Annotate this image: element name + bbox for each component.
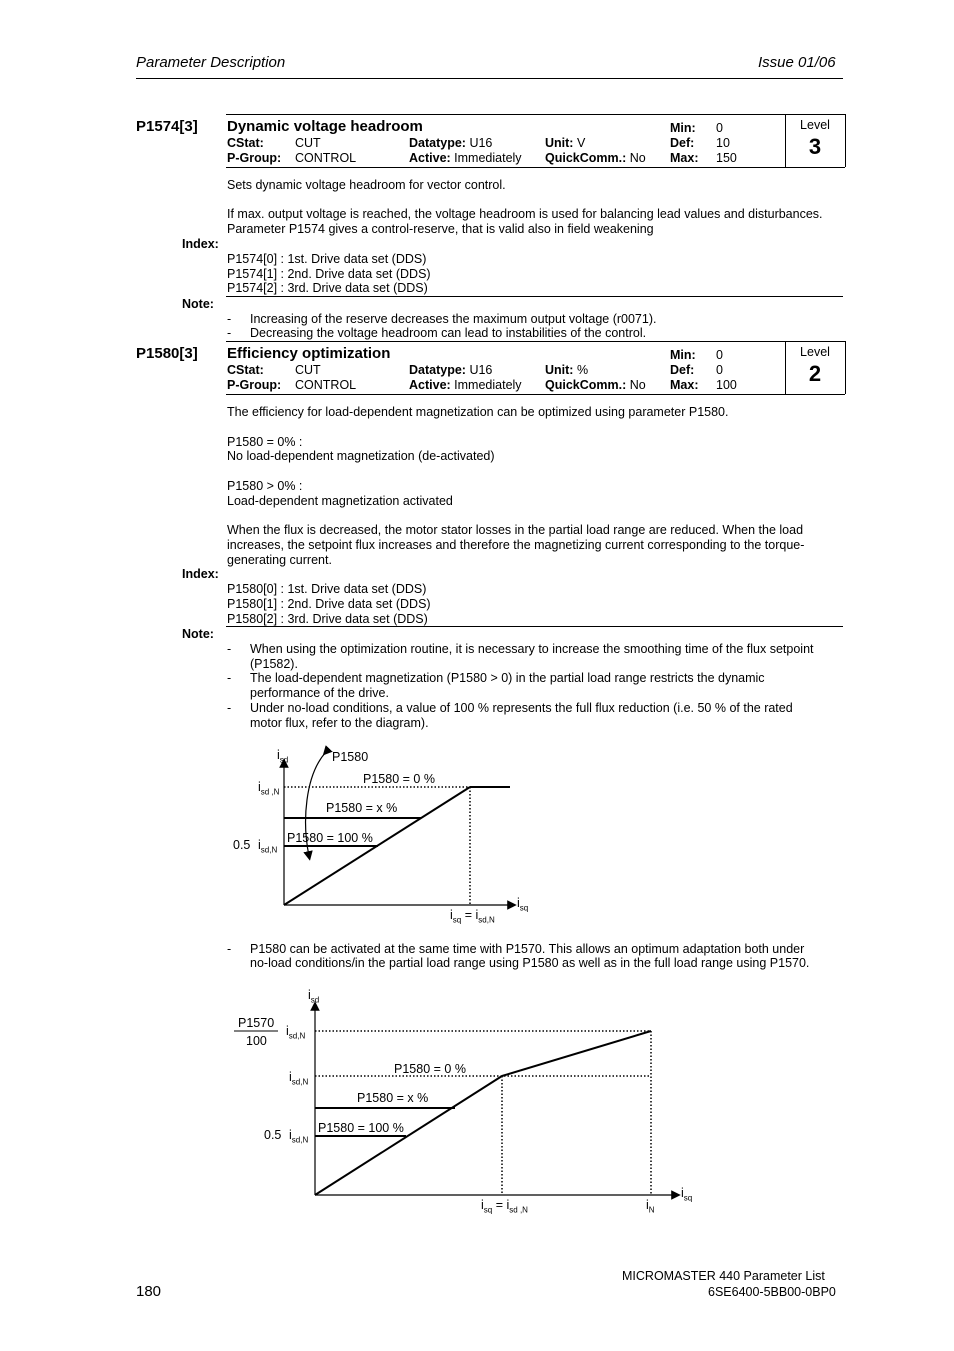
- level-label: Level: [800, 345, 830, 359]
- note-label: Note:: [182, 297, 214, 311]
- param-pgroup: CONTROL: [295, 151, 357, 165]
- note-item: Increasing of the reserve decreases the maximum output voltage (r0071).: [250, 312, 657, 326]
- curve-label-x: P1580 = x %: [357, 1091, 429, 1105]
- param-min: 0: [716, 121, 723, 135]
- param-max: 150: [716, 151, 737, 165]
- curve-label-x: P1580 = x %: [326, 801, 398, 815]
- page-header-issue: Issue 01/06: [758, 54, 836, 71]
- param-datatype: U16: [469, 136, 493, 150]
- index-item: P1580[2] : 3rd. Drive data set (DDS): [227, 612, 428, 626]
- description: generating current.: [227, 553, 332, 567]
- param-name: P1574[3]: [136, 118, 198, 135]
- param-def: 10: [716, 136, 730, 150]
- level-value: 3: [808, 134, 822, 159]
- index-item: P1580[0] : 1st. Drive data set (DDS): [227, 582, 427, 596]
- param-unit: %: [576, 363, 589, 377]
- note-label: Note:: [182, 627, 214, 641]
- note-item: (P1582).: [250, 657, 298, 671]
- description: P1580 = 0% :: [227, 435, 303, 449]
- index-item: P1580[1] : 2nd. Drive data set (DDS): [227, 597, 431, 611]
- param-quickcomm: No: [629, 378, 646, 392]
- curve-label-100: P1580 = 100 %: [318, 1121, 404, 1135]
- fraction-denominator: 100: [246, 1034, 267, 1048]
- note-item: motor flux, refer to the diagram).: [250, 716, 429, 730]
- index-label: Index:: [182, 237, 219, 251]
- fraction-numerator: P1570: [238, 1016, 275, 1030]
- index-item: P1574[0] : 1st. Drive data set (DDS): [227, 252, 427, 266]
- footer-order-number: 6SE6400-5BB00-0BP0: [708, 1285, 836, 1299]
- param-datatype: U16: [469, 363, 493, 377]
- param-cstat: CUT: [295, 136, 321, 150]
- note-item: The load-dependent magnetization (P1580 > 0) in the partial load range restricts the dynamic: [250, 671, 765, 685]
- curve-label-100: P1580 = 100 %: [287, 831, 373, 845]
- note-item: Under no-load conditions, a value of 100 % represents the full flux reduction (i.e. 50 % of the rated: [250, 701, 793, 715]
- param-title: Efficiency optimization: [227, 345, 391, 362]
- level-label: Level: [800, 118, 830, 132]
- param-pgroup: CONTROL: [295, 378, 357, 392]
- index-item: P1574[1] : 2nd. Drive data set (DDS): [227, 267, 431, 281]
- curve-label-0: P1580 = 0 %: [363, 772, 435, 786]
- note-item: P1580 can be activated at the same time with P1570. This allows an optimum adaptation both under: [250, 942, 805, 956]
- index-label: Index:: [182, 567, 219, 581]
- page-number: 180: [136, 1283, 162, 1300]
- note-item: Decreasing the voltage headroom can lead to instabilities of the control.: [250, 326, 647, 340]
- index-item: P1574[2] : 3rd. Drive data set (DDS): [227, 281, 428, 295]
- description: increases, the setpoint flux increases and therefore the magnetizing current corresponding to the torque-: [227, 538, 805, 552]
- param-def: 0: [716, 363, 723, 377]
- param-active: Immediately: [454, 151, 522, 165]
- param-quickcomm: No: [629, 151, 646, 165]
- note-item: performance of the drive.: [250, 686, 389, 700]
- description: No load-dependent magnetization (de-activated): [227, 449, 495, 463]
- param-title: Dynamic voltage headroom: [227, 118, 423, 135]
- param-max: 100: [716, 378, 737, 392]
- description: P1580 > 0% :: [227, 479, 303, 493]
- page-header-title: Parameter Description: [136, 54, 286, 71]
- description: Load-dependent magnetization activated: [227, 494, 453, 508]
- footer-product: MICROMASTER 440 Parameter List: [622, 1269, 825, 1283]
- param-name: P1580[3]: [136, 345, 198, 362]
- note-item: no-load conditions/in the partial load range using P1580 as well as in the full load range using P1570.: [250, 956, 810, 970]
- description: Parameter P1574 gives a control-reserve, that is valid also in field weakening: [227, 222, 654, 236]
- note-item: When using the optimization routine, it is necessary to increase the smoothing time of the flux setpoint: [250, 642, 814, 656]
- diagram-param-label: P1580: [332, 750, 369, 764]
- param-unit: V: [576, 136, 586, 150]
- param-cstat: CUT: [295, 363, 321, 377]
- description: If max. output voltage is reached, the voltage headroom is used for balancing lead values and disturbances.: [227, 207, 823, 221]
- level-value: 2: [808, 361, 822, 386]
- description: Sets dynamic voltage headroom for vector control.: [227, 178, 506, 192]
- param-active: Immediately: [454, 378, 522, 392]
- description: When the flux is decreased, the motor stator losses in the partial load range are reduced. When the load: [227, 523, 804, 537]
- description: The efficiency for load-dependent magnetization can be optimized using parameter P1580.: [227, 405, 729, 419]
- curve-label-0: P1580 = 0 %: [394, 1062, 466, 1076]
- param-min: 0: [716, 348, 723, 362]
